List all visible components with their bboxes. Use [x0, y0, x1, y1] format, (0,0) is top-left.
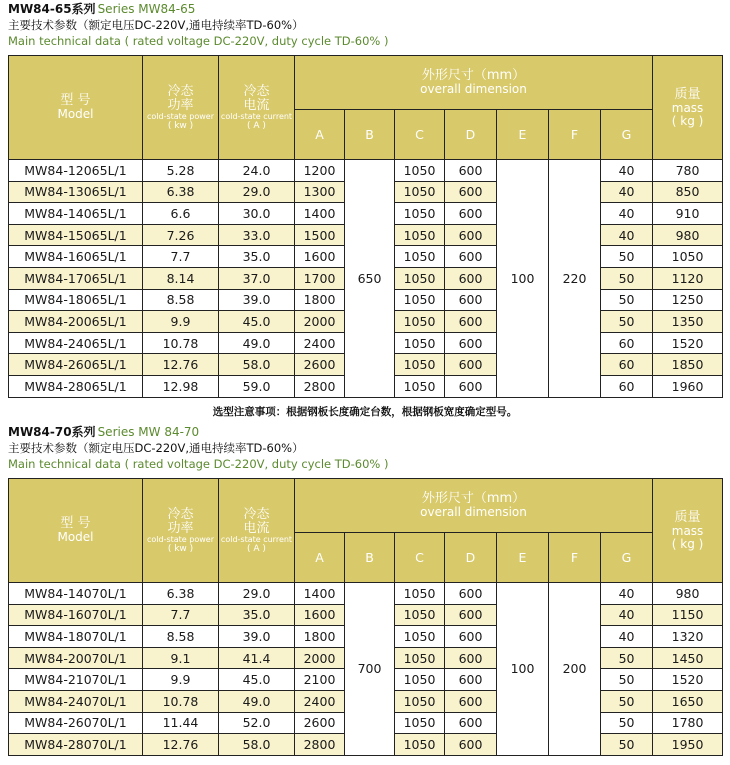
cell-c: 1050 — [395, 690, 445, 712]
cell-mass: 780 — [653, 160, 723, 182]
cell-c: 1050 — [395, 354, 445, 376]
cell-d: 600 — [445, 669, 497, 691]
cell-d: 600 — [445, 626, 497, 648]
header-dimension-en: overall dimension — [420, 82, 527, 96]
header-power-unit: ( kw ) — [167, 120, 194, 131]
cell-power: 12.76 — [143, 734, 219, 756]
cell-model: MW84-24070L/1 — [9, 690, 143, 712]
header-model-cn: 型 号 — [60, 516, 91, 531]
cell-model: MW84-16065L/1 — [9, 246, 143, 268]
cell-g: 60 — [601, 375, 653, 397]
header-col-b: B — [345, 110, 395, 160]
cell-d: 600 — [445, 246, 497, 268]
cell-a: 1200 — [295, 160, 345, 182]
header-power-cn: 冷态 — [167, 83, 194, 99]
header-current — [219, 56, 295, 160]
cell-model: MW84-20065L/1 — [9, 311, 143, 333]
header-current-unit: ( A ) — [247, 120, 266, 131]
cell-g: 50 — [601, 311, 653, 333]
header-col-a: A — [295, 110, 345, 160]
cell-current: 58.0 — [219, 734, 295, 756]
title-en: Series MW 84-70 — [97, 425, 200, 439]
header-power-cn: 功率 — [167, 520, 194, 536]
cell-g: 50 — [601, 712, 653, 734]
cell-current: 35.0 — [219, 604, 295, 626]
header-current — [219, 479, 295, 583]
cell-g: 40 — [601, 626, 653, 648]
cell-power: 9.9 — [143, 311, 219, 333]
header-col-a: A — [295, 533, 345, 583]
cell-a: 2000 — [295, 647, 345, 669]
cell-c: 1050 — [395, 311, 445, 333]
header-col-e: E — [497, 533, 549, 583]
cell-mass: 980 — [653, 583, 723, 605]
cell-d: 600 — [445, 311, 497, 333]
cell-model: MW84-24065L/1 — [9, 332, 143, 354]
cell-power: 8.58 — [143, 626, 219, 648]
cell-power: 5.28 — [143, 160, 219, 182]
cell-a: 2400 — [295, 690, 345, 712]
header-current-cn: 冷态 — [243, 83, 270, 99]
cell-a: 1600 — [295, 604, 345, 626]
cell-power: 6.38 — [143, 181, 219, 203]
table-row — [9, 160, 723, 182]
cell-c: 1050 — [395, 181, 445, 203]
cell-d: 600 — [445, 354, 497, 376]
cell-g: 40 — [601, 224, 653, 246]
cell-a: 1400 — [295, 203, 345, 225]
params-cn: 主要技术参数（额定电压DC-220V,通电持续率TD-60%） — [8, 441, 304, 455]
header-dimension-cn: 外形尺寸（mm） — [421, 491, 526, 506]
header-mass-en: mass — [671, 100, 704, 115]
cell-g: 50 — [601, 289, 653, 311]
cell-current: 29.0 — [219, 583, 295, 605]
cell-power: 12.98 — [143, 375, 219, 397]
cell-c: 1050 — [395, 203, 445, 225]
cell-d: 600 — [445, 289, 497, 311]
section-title — [8, 2, 722, 17]
cell-current: 59.0 — [219, 375, 295, 397]
cell-d: 600 — [445, 604, 497, 626]
cell-c: 1050 — [395, 332, 445, 354]
header-model-en: Model — [57, 107, 94, 121]
cell-d: 600 — [445, 375, 497, 397]
header-current-unit: ( A ) — [247, 543, 266, 554]
header-mass-cn: 质量 — [674, 509, 701, 525]
cell-a: 1500 — [295, 224, 345, 246]
cell-c: 1050 — [395, 734, 445, 756]
cell-d: 600 — [445, 690, 497, 712]
cell-power: 8.14 — [143, 267, 219, 289]
cell-model: MW84-14070L/1 — [9, 583, 143, 605]
cell-model: MW84-28070L/1 — [9, 734, 143, 756]
cell-a: 2000 — [295, 311, 345, 333]
header-model — [9, 479, 143, 583]
cell-model: MW84-21070L/1 — [9, 669, 143, 691]
cell-mass: 1120 — [653, 267, 723, 289]
cell-d: 600 — [445, 181, 497, 203]
cell-c: 1050 — [395, 669, 445, 691]
cell-model: MW84-28065L/1 — [9, 375, 143, 397]
cell-current: 30.0 — [219, 203, 295, 225]
cell-mass: 1450 — [653, 647, 723, 669]
cell-g: 40 — [601, 181, 653, 203]
header-mass-cn: 质量 — [674, 86, 701, 102]
cell-d: 600 — [445, 267, 497, 289]
cell-b-merged: 650 — [345, 160, 395, 398]
header-dimension — [295, 56, 653, 110]
cell-mass: 1960 — [653, 375, 723, 397]
cell-a: 1300 — [295, 181, 345, 203]
cell-power: 10.78 — [143, 332, 219, 354]
cell-current: 39.0 — [219, 626, 295, 648]
header-current-en: cold-state current — [220, 111, 293, 121]
cell-mass: 1050 — [653, 246, 723, 268]
header-model-en: Model — [57, 530, 94, 544]
cell-current: 45.0 — [219, 669, 295, 691]
cell-power: 8.58 — [143, 289, 219, 311]
cell-mass: 1150 — [653, 604, 723, 626]
cell-power: 7.7 — [143, 246, 219, 268]
cell-power: 6.6 — [143, 203, 219, 225]
header-col-g: G — [601, 110, 653, 160]
cell-g: 50 — [601, 647, 653, 669]
cell-c: 1050 — [395, 289, 445, 311]
cell-e-merged: 100 — [497, 160, 549, 398]
header-current-cn: 冷态 — [243, 506, 270, 522]
header-col-c: C — [395, 533, 445, 583]
title-en: Series MW84-65 — [97, 2, 196, 16]
cell-a: 2800 — [295, 734, 345, 756]
cell-mass: 1950 — [653, 734, 723, 756]
cell-e-merged: 100 — [497, 583, 549, 756]
cell-mass: 1520 — [653, 669, 723, 691]
cell-mass: 910 — [653, 203, 723, 225]
cell-mass: 850 — [653, 181, 723, 203]
table-row — [9, 583, 723, 605]
cell-g: 50 — [601, 690, 653, 712]
cell-mass: 1850 — [653, 354, 723, 376]
cell-a: 2100 — [295, 669, 345, 691]
header-mass — [653, 56, 723, 160]
cell-current: 24.0 — [219, 160, 295, 182]
cell-model: MW84-15065L/1 — [9, 224, 143, 246]
cell-g: 40 — [601, 583, 653, 605]
cell-d: 600 — [445, 203, 497, 225]
header-current-en: cold-state current — [220, 534, 293, 544]
cell-c: 1050 — [395, 712, 445, 734]
cell-model: MW84-16070L/1 — [9, 604, 143, 626]
cell-model: MW84-26065L/1 — [9, 354, 143, 376]
header-row — [9, 56, 723, 110]
header-model — [9, 56, 143, 160]
header-power — [143, 56, 219, 160]
header-col-b: B — [345, 533, 395, 583]
cell-power: 10.78 — [143, 690, 219, 712]
cell-mass: 1780 — [653, 712, 723, 734]
cell-model: MW84-14065L/1 — [9, 203, 143, 225]
header-mass-unit: ( kg ) — [671, 113, 704, 128]
cell-d: 600 — [445, 224, 497, 246]
header-col-e: E — [497, 110, 549, 160]
selection-note: 选型注意事项：根据钢板长度确定台数，根据钢板宽度确定型号。 — [212, 406, 518, 418]
header-mass-unit: ( kg ) — [671, 536, 704, 551]
cell-mass: 1520 — [653, 332, 723, 354]
cell-current: 49.0 — [219, 332, 295, 354]
cell-mass: 1320 — [653, 626, 723, 648]
cell-current: 45.0 — [219, 311, 295, 333]
cell-current: 58.0 — [219, 354, 295, 376]
header-mass-en: mass — [671, 523, 704, 538]
cell-d: 600 — [445, 583, 497, 605]
cell-model: MW84-18070L/1 — [9, 626, 143, 648]
cell-a: 2600 — [295, 712, 345, 734]
cell-g: 40 — [601, 604, 653, 626]
cell-model: MW84-26070L/1 — [9, 712, 143, 734]
cell-f-merged: 200 — [549, 583, 601, 756]
cell-g: 50 — [601, 246, 653, 268]
spec-table — [8, 55, 723, 398]
params-cn: 主要技术参数（额定电压DC-220V,通电持续率TD-60%） — [8, 18, 304, 32]
cell-a: 1400 — [295, 583, 345, 605]
cell-a: 2400 — [295, 332, 345, 354]
header-col-d: D — [445, 110, 497, 160]
cell-mass: 1650 — [653, 690, 723, 712]
cell-power: 9.9 — [143, 669, 219, 691]
section-mw84-70 — [8, 425, 722, 756]
cell-current: 33.0 — [219, 224, 295, 246]
header-row — [9, 479, 723, 533]
title-cn: MW84-70系列 — [8, 425, 96, 439]
cell-d: 600 — [445, 647, 497, 669]
header-dimension — [295, 479, 653, 533]
cell-d: 600 — [445, 332, 497, 354]
cell-current: 52.0 — [219, 712, 295, 734]
cell-a: 1800 — [295, 626, 345, 648]
cell-model: MW84-12065L/1 — [9, 160, 143, 182]
cell-g: 50 — [601, 734, 653, 756]
cell-g: 40 — [601, 203, 653, 225]
cell-b-merged: 700 — [345, 583, 395, 756]
header-current-cn: 电流 — [243, 520, 270, 536]
cell-mass: 1250 — [653, 289, 723, 311]
cell-current: 37.0 — [219, 267, 295, 289]
section-title — [8, 425, 722, 440]
header-power-en: cold-state power — [146, 111, 214, 121]
cell-c: 1050 — [395, 246, 445, 268]
header-col-d: D — [445, 533, 497, 583]
cell-g: 50 — [601, 267, 653, 289]
cell-current: 49.0 — [219, 690, 295, 712]
cell-g: 40 — [601, 160, 653, 182]
cell-a: 2600 — [295, 354, 345, 376]
header-power-cn: 冷态 — [167, 506, 194, 522]
cell-c: 1050 — [395, 647, 445, 669]
header-dimension-cn: 外形尺寸（mm） — [421, 68, 526, 83]
cell-c: 1050 — [395, 626, 445, 648]
header-col-f: F — [549, 533, 601, 583]
cell-c: 1050 — [395, 583, 445, 605]
spec-table — [8, 478, 723, 756]
cell-model: MW84-20070L/1 — [9, 647, 143, 669]
header-power-cn: 功率 — [167, 97, 194, 113]
cell-c: 1050 — [395, 604, 445, 626]
cell-a: 1800 — [295, 289, 345, 311]
header-mass — [653, 479, 723, 583]
params-en: Main technical data ( rated voltage DC-220V, duty cycle TD-60% ) — [8, 34, 389, 48]
section-mw84-65 — [8, 2, 722, 398]
cell-model: MW84-13065L/1 — [9, 181, 143, 203]
cell-power: 11.44 — [143, 712, 219, 734]
cell-c: 1050 — [395, 375, 445, 397]
cell-model: MW84-17065L/1 — [9, 267, 143, 289]
cell-d: 600 — [445, 160, 497, 182]
cell-d: 600 — [445, 734, 497, 756]
cell-c: 1050 — [395, 267, 445, 289]
cell-a: 1600 — [295, 246, 345, 268]
cell-c: 1050 — [395, 224, 445, 246]
params-en: Main technical data ( rated voltage DC-220V, duty cycle TD-60% ) — [8, 457, 389, 471]
cell-current: 39.0 — [219, 289, 295, 311]
header-power — [143, 479, 219, 583]
cell-current: 35.0 — [219, 246, 295, 268]
title-cn: MW84-65系列 — [8, 2, 96, 16]
cell-mass: 1350 — [653, 311, 723, 333]
cell-power: 12.76 — [143, 354, 219, 376]
cell-c: 1050 — [395, 160, 445, 182]
header-dimension-en: overall dimension — [420, 505, 527, 519]
cell-mass: 980 — [653, 224, 723, 246]
cell-model: MW84-18065L/1 — [9, 289, 143, 311]
cell-a: 2800 — [295, 375, 345, 397]
header-model-cn: 型 号 — [60, 93, 91, 108]
header-power-unit: ( kw ) — [167, 543, 194, 554]
cell-a: 1700 — [295, 267, 345, 289]
cell-d: 600 — [445, 712, 497, 734]
cell-power: 6.38 — [143, 583, 219, 605]
cell-f-merged: 220 — [549, 160, 601, 398]
cell-g: 50 — [601, 669, 653, 691]
cell-current: 29.0 — [219, 181, 295, 203]
cell-current: 41.4 — [219, 647, 295, 669]
header-col-c: C — [395, 110, 445, 160]
header-current-cn: 电流 — [243, 97, 270, 113]
header-col-f: F — [549, 110, 601, 160]
header-col-g: G — [601, 533, 653, 583]
cell-power: 7.7 — [143, 604, 219, 626]
header-power-en: cold-state power — [146, 534, 214, 544]
cell-power: 9.1 — [143, 647, 219, 669]
cell-g: 60 — [601, 332, 653, 354]
cell-power: 7.26 — [143, 224, 219, 246]
cell-g: 60 — [601, 354, 653, 376]
